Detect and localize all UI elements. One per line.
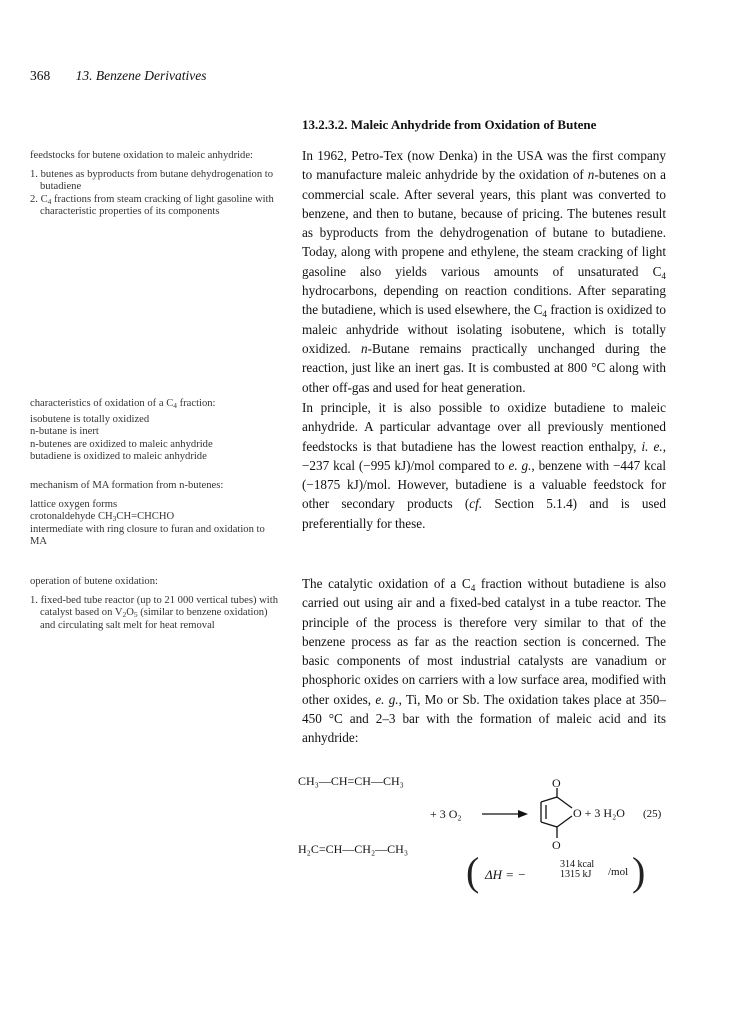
sidenote-feedstocks [30, 150, 278, 219]
sidenote-line: lattice oxygen forms [30, 498, 118, 510]
section-title: 13.2.3.2. Maleic Anhydride from Oxidation of Butene [302, 117, 597, 132]
delta-h-label: ΔH = − [485, 867, 527, 882]
sidenote-title: characteristics of oxidation of a $C_4$ fraction: [30, 398, 216, 411]
page-number: 368 [30, 68, 51, 83]
reactant-2-butene: CH₃—CH=CH—CH₃ [298, 774, 404, 788]
paragraph-1: In 1962, Petro-Tex (now Denka) in the USA was the first company to manufacture maleic anhydride by the oxidation of n-butenes on a commercial scale. After several years, this plant was converted to benzene, and then to butane, because of pricing. The butenes result as byproducts from the dehydrogenation of butane to butadiene. Today, along with propene and ethylene, the steam cracking of light gasoline also yields various amounts of unsaturated $C_4$ hydrocarbons, depending on reaction conditions. After separating the butadiene, which is used elsewhere, the $C_4$ fraction is oxidized to maleic anhydride without isolating isobutene, which is totally oxidized. n-Butane remains practically unchanged during the reaction, just like an inert gas. It is combusted at 800 °C along with other off-gas and used for heat generation. [302, 148, 667, 395]
right-paren: ) [632, 849, 646, 894]
oxygen-reactant: + 3 O₂ [430, 807, 462, 821]
sidenote-line: n-butane is inert [30, 426, 99, 438]
sidenote-operation [30, 576, 278, 632]
carbonyl-oxygen-top: O [552, 776, 561, 790]
sidenote-line: butadiene is oxidized to maleic anhydride [30, 451, 207, 463]
sidenote-title: mechanism of MA formation from n-butenes: [30, 480, 224, 491]
reactant-1-butene: H₂C=CH—CH₂—CH₃ [298, 842, 408, 856]
sidenote-line: isobutene is totally oxidized [30, 413, 150, 425]
sidenote-title: operation of butene oxidation: [30, 576, 158, 587]
delta-h-unit: /mol [608, 866, 629, 878]
sidenote-item: 2. $C_4$ fractions from steam cracking of light gasoline with characteristic properties of its components [30, 193, 274, 218]
sidenote-item: 1. butenes as byproducts from butane dehydrogenation to butadiene [30, 168, 274, 193]
sidenote-title: feedstocks for butene oxidation to maleic anhydride: [30, 150, 253, 161]
page-header [30, 68, 206, 84]
left-paren: ( [466, 849, 480, 894]
product-rest: O + 3 H₂O [573, 806, 625, 820]
sidenote-characteristics [30, 398, 278, 464]
equation-number: (25) [643, 808, 662, 820]
sidenote-line: intermediate with ring closure to furan and oxidation to MA [30, 523, 265, 548]
reaction-arrow [480, 806, 530, 822]
chapter-title: 13. Benzene Derivatives [75, 68, 207, 83]
sidenote-item: 1. fixed-bed tube reactor (up to 21 000 vertical tubes) with catalyst based on $V_2O_5$ (similar to benzene oxidation) and circulating salt melt for heat removal [30, 594, 278, 631]
delta-h-kcal: 314 kcal [560, 859, 595, 870]
delta-h-kj: 1315 kJ [560, 869, 592, 880]
sidenote-mechanism [30, 480, 278, 549]
delta-h-fraction [560, 860, 594, 880]
paragraph-2: In principle, it is also possible to oxidize butadiene to maleic anhydride. A particular advantage over all previously mentioned feedstocks is that butadiene has the lowest reaction enthalpy, i. e., −237 kcal (−995 kJ)/mol compared to e. g., benzene with −447 kcal (−1875 kJ)/mol. However, butadiene is a valuable feedstock for other secondary products (cf. Section 5.1.4) and is used preferentially for these. [302, 400, 666, 531]
carbonyl-oxygen-bottom: O [552, 838, 561, 852]
paragraph-3: The catalytic oxidation of a $C_4$ fraction without butadiene is also carried out using air and a fixed-bed catalyst in a tube reactor. The principle of the process is therefore very similar to that of the benzene process as far as the reaction section is concerned. The basic components of most industrial catalysts are vanadium or phosphoric oxides on carriers with a low surface area, modified with other oxides, e. g., Ti, Mo or Sb. The oxidation takes place at 350–450 °C and 2–3 bar with the formation of maleic acid and its anhydride: [302, 576, 666, 746]
sidenote-line: n-butenes are oxidized to maleic anhydride [30, 438, 213, 450]
sidenote-line: crotonaldehyde $CH_3CH=CHCHO$ [30, 511, 175, 524]
